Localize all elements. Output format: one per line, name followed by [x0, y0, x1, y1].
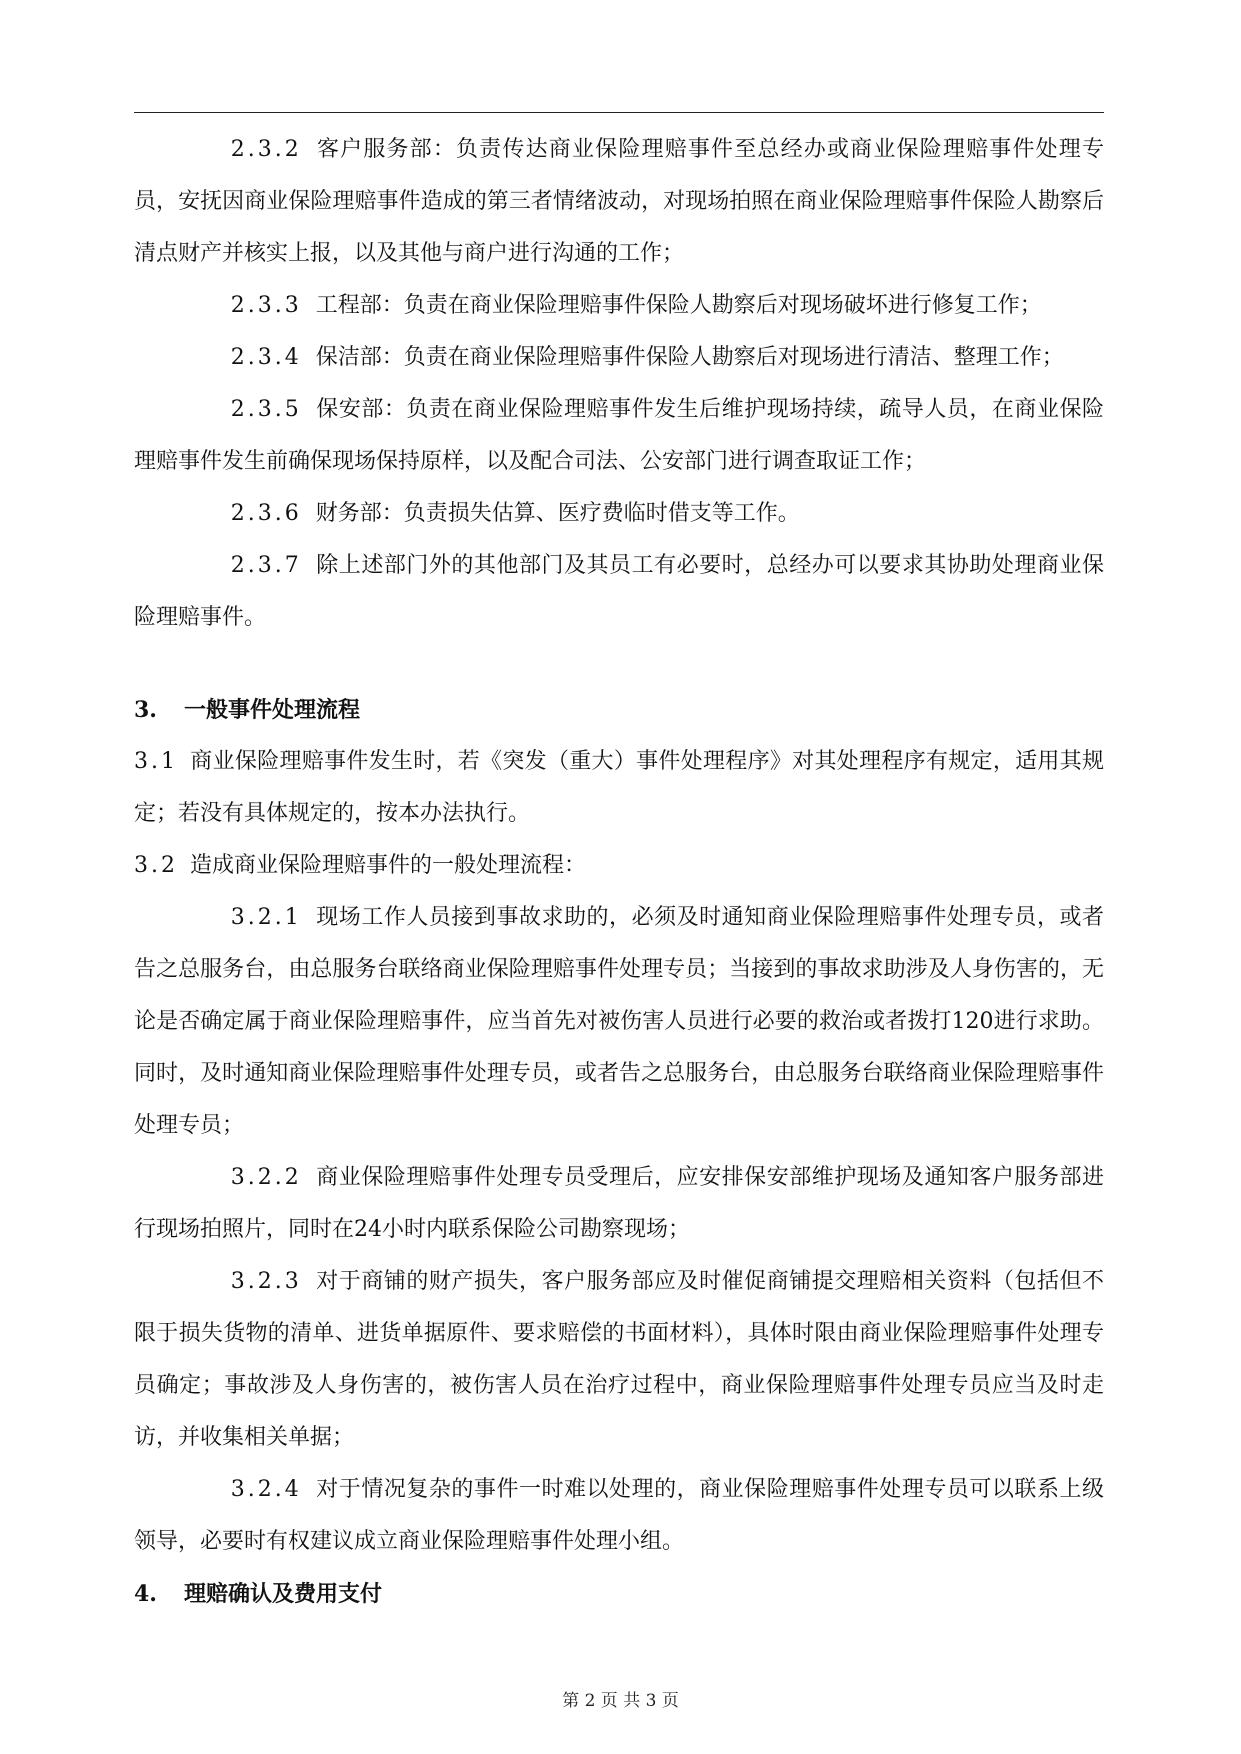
clause-text: 商业保险理赔事件发生时，若《突发（重大）事件处理程序》对其处理程序有规定，适用其规定；若没有具体规定的，按本办法执行。 [134, 749, 1104, 826]
paragraph-2-3-4 [134, 332, 1104, 384]
header-rule [134, 112, 1104, 113]
paragraph-3-2-1 [134, 892, 1104, 1152]
section-heading-3 [134, 684, 1104, 736]
section-heading-4 [134, 1568, 1104, 1620]
clause-text: 造成商业保险理赔事件的一般处理流程： [190, 853, 587, 878]
clause-number: 3.2 [134, 853, 178, 878]
paragraph-2-3-3 [134, 280, 1104, 332]
clause-number: 3.2.4 [230, 1477, 302, 1502]
clause-number: 3.2.3 [230, 1269, 302, 1294]
clause-number: 2.3.4 [230, 345, 302, 370]
clause-number: 3.2.2 [230, 1165, 302, 1190]
paragraph-2-3-2 [134, 124, 1104, 280]
clause-text: 除上述部门外的其他部门及其员工有必要时，总经办可以要求其协助处理商业保险理赔事件。 [134, 553, 1104, 630]
clause-number: 2.3.7 [230, 553, 302, 578]
paragraph-2-3-7 [134, 540, 1104, 644]
paragraph-3-2 [134, 840, 1104, 892]
paragraph-2-3-6 [134, 488, 1104, 540]
clause-text: 财务部：负责损失估算、医疗费临时借支等工作。 [315, 501, 800, 526]
clause-text: 工程部：负责在商业保险理赔事件保险人勘察后对现场破坏进行修复工作； [315, 293, 1042, 318]
clause-text: 对于商铺的财产损失，客户服务部应及时催促商铺提交理赔相关资料（包括但不限于损失货物的清单、进货单据原件、要求赔偿的书面材料），具体时限由商业保险理赔事件处理专员确定；事故涉及人身伤害的，被伤害人员在治疗过程中，商业保险理赔事件处理专员应当及时走访，并收集相关单据； [134, 1269, 1104, 1450]
clause-text: 保洁部：负责在商业保险理赔事件保险人勘察后对现场进行清洁、整理工作； [315, 345, 1064, 370]
section-title: 理赔确认及费用支付 [184, 1581, 383, 1607]
clause-number: 3.2.1 [230, 905, 302, 930]
clause-text: 客户服务部：负责传达商业保险理赔事件至总经办或商业保险理赔事件处理专员，安抚因商业保险理赔事件造成的第三者情绪波动，对现场拍照在商业保险理赔事件保险人勘察后清点财产并核实上报，以及其他与商户进行沟通的工作； [134, 137, 1104, 266]
paragraph-3-2-3 [134, 1256, 1104, 1464]
clause-text: 对于情况复杂的事件一时难以处理的，商业保险理赔事件处理专员可以联系上级领导，必要时有权建议成立商业保险理赔事件处理小组。 [134, 1477, 1104, 1554]
paragraph-2-3-5 [134, 384, 1104, 488]
clause-number: 3.1 [134, 749, 178, 774]
section-number: 3. [134, 697, 157, 723]
section-number: 4. [134, 1581, 157, 1607]
section-gap [134, 644, 1104, 684]
paragraph-3-2-4 [134, 1464, 1104, 1568]
clause-number: 2.3.3 [230, 293, 302, 318]
paragraph-3-1 [134, 736, 1104, 840]
clause-text: 保安部：负责在商业保险理赔事件发生后维护现场持续，疏导人员，在商业保险理赔事件发生前确保现场保持原样，以及配合司法、公安部门进行调查取证工作； [134, 397, 1104, 474]
page-footer: 第 2 页 共 3 页 [562, 1691, 679, 1711]
clause-number: 2.3.6 [230, 501, 302, 526]
clause-text: 现场工作人员接到事故求助的，必须及时通知商业保险理赔事件处理专员，或者告之总服务台，由总服务台联络商业保险理赔事件处理专员；当接到的事故求助涉及人身伤害的，无论是否确定属于商业保险理赔事件，应当首先对被伤害人员进行必要的救治或者拨打120进行求助。同时，及时通知商业保险理赔事件处理专员，或者告之总服务台，由总服务台联络商业保险理赔事件处理专员； [134, 905, 1104, 1138]
clause-number: 2.3.5 [230, 397, 302, 422]
clause-number: 2.3.2 [230, 137, 302, 162]
page-content [134, 124, 1104, 1620]
section-title: 一般事件处理流程 [184, 697, 361, 723]
clause-text: 商业保险理赔事件处理专员受理后，应安排保安部维护现场及通知客户服务部进行现场拍照片，同时在24小时内联系保险公司勘察现场； [134, 1165, 1104, 1242]
paragraph-3-2-2 [134, 1152, 1104, 1256]
